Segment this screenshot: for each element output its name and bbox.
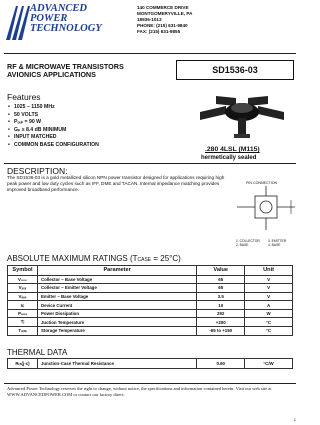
table-row bbox=[8, 359, 293, 369]
symbol-cell: Tⱼ bbox=[8, 318, 38, 327]
symbol-cell: Rₜₕ(j-c) bbox=[8, 359, 38, 369]
feature-item: • INPUT MATCHED bbox=[14, 134, 99, 142]
brand-line-2: POWER bbox=[30, 13, 68, 24]
table-header-row bbox=[8, 266, 293, 276]
page-number: 1 bbox=[293, 417, 296, 422]
unit-cell: °C bbox=[245, 327, 293, 336]
abs-max-heading-text: ABSOLUTE MAXIMUM RATINGS (T bbox=[7, 254, 138, 263]
parameter-cell: Collector – Base Voltage bbox=[37, 275, 196, 284]
features-list bbox=[14, 104, 99, 149]
parameter-cell: Junction-Case Thermal Resistance bbox=[37, 359, 196, 369]
feature-item: • 50 VOLTS bbox=[14, 112, 99, 120]
unit-cell: °C bbox=[245, 318, 293, 327]
column-header: Value bbox=[197, 266, 245, 276]
value-cell: 10 bbox=[197, 301, 245, 310]
table-row bbox=[8, 275, 293, 284]
pin-label: 3. EMITTER bbox=[268, 239, 287, 243]
pin-label: 4. BASE bbox=[268, 243, 281, 247]
table-row bbox=[8, 284, 293, 293]
feature-item: • Pₒᵤₜ = 90 W bbox=[14, 119, 99, 127]
footer-divider bbox=[4, 383, 296, 384]
parameter-cell: Emitter – Base Voltage bbox=[37, 292, 196, 301]
value-cell: +200 bbox=[197, 318, 245, 327]
unit-cell: V bbox=[245, 284, 293, 293]
column-header: Unit bbox=[245, 266, 293, 276]
parameter-cell: Storage Temperature bbox=[37, 327, 196, 336]
pin-labels-right bbox=[268, 239, 296, 247]
pin-labels-left bbox=[236, 239, 264, 247]
symbol-cell: Vₓₓₓ bbox=[8, 284, 38, 293]
value-cell: 292 bbox=[197, 309, 245, 318]
parameter-cell: Collector – Emitter Voltage bbox=[37, 284, 196, 293]
table-row bbox=[8, 327, 293, 336]
features-heading: Features bbox=[7, 92, 41, 102]
pin-connection-title: PIN CONNECTION bbox=[246, 181, 278, 185]
value-cell: 3.5 bbox=[197, 292, 245, 301]
address-line: 140 COMMERCE DRIVE bbox=[137, 5, 189, 10]
unit-cell: W bbox=[245, 309, 293, 318]
value-cell: 0.60 bbox=[197, 359, 245, 369]
parameter-cell: Power Dissipation bbox=[37, 309, 196, 318]
package-illustration bbox=[196, 84, 288, 144]
abs-max-heading-sub: CASE bbox=[137, 257, 152, 263]
parameter-cell: Juction Temperature bbox=[37, 318, 196, 327]
symbol-cell: P₉₉₉ bbox=[8, 309, 38, 318]
footer-notice: Advanced Power Technology reserves the right to change, without notice, the specifications and information contained herein. Visit our web site at WWW.ADVANCEDPOWER.COM or contact our factory direct. bbox=[7, 386, 272, 397]
unit-cell: A bbox=[245, 301, 293, 310]
pin-label: 2. BASE bbox=[236, 243, 249, 247]
package-name bbox=[205, 146, 260, 153]
brand-line-1: ADVANCED bbox=[30, 3, 87, 14]
unit-cell: V bbox=[245, 292, 293, 301]
title-line-1: RF & MICROWAVE TRANSISTORS bbox=[7, 62, 124, 71]
unit-cell: V bbox=[245, 275, 293, 284]
address-line: PHONE: (215) 631-9840 bbox=[137, 22, 188, 28]
pin-label: 1. COLLECTOR bbox=[236, 239, 260, 243]
apt-logo-icon bbox=[4, 4, 30, 42]
package-seal: hermetically sealed bbox=[201, 155, 257, 161]
address-line: FAX: (215) 631-9855 bbox=[137, 28, 181, 34]
company-address bbox=[137, 5, 297, 35]
part-number-box: SD1536-03 bbox=[176, 60, 294, 80]
feature-item: • 1025 – 1150 MHz bbox=[14, 104, 99, 112]
value-cell: 65 bbox=[197, 284, 245, 293]
abs-max-heading-tail: = 25°C) bbox=[151, 254, 181, 263]
value-cell: -65 to +150 bbox=[197, 327, 245, 336]
address-line: MONTGOMERYVILLE, PA bbox=[137, 10, 193, 16]
unit-cell: °C/W bbox=[245, 359, 293, 369]
abs-max-table bbox=[7, 265, 293, 336]
table-row bbox=[8, 292, 293, 301]
column-header: Symbol bbox=[8, 266, 38, 276]
section-divider bbox=[4, 163, 296, 164]
description-text: The SD1536-03 is a gold metallized silicon NPN power transistor designed for applications requiring high peak power and low duty cycles such as IFF, DME and TACAN. Internal impedance matching provides improved broadband performance. bbox=[7, 175, 225, 192]
title-line-2: AVIONICS APPLICATIONS bbox=[7, 70, 96, 80]
description-heading: DESCRIPTION: bbox=[7, 166, 68, 176]
header-divider bbox=[4, 53, 296, 54]
table-row bbox=[8, 309, 293, 318]
thermal-table bbox=[7, 358, 293, 369]
brand-line-3: TECHNOLOGY bbox=[30, 23, 102, 34]
parameter-cell: Device Current bbox=[37, 301, 196, 310]
table-row bbox=[8, 318, 293, 327]
pin-connection-diagram bbox=[235, 186, 297, 246]
table-row bbox=[8, 301, 293, 310]
brand-name bbox=[30, 4, 114, 34]
product-category-title bbox=[7, 63, 177, 80]
symbol-cell: Iᴄ bbox=[8, 301, 38, 310]
feature-item: • Gₚ ≥ 8.4 dB MINIMUM bbox=[14, 127, 99, 135]
package-name-text: .280 4LSL (M115) bbox=[205, 146, 260, 153]
column-header: Parameter bbox=[37, 266, 196, 276]
address-line: 18936-1013 bbox=[137, 16, 162, 22]
feature-item: • COMMON BASE CONFIGURATION bbox=[14, 142, 99, 150]
abs-max-heading bbox=[7, 254, 181, 263]
symbol-cell: Tₛₜₘ bbox=[8, 327, 38, 336]
thermal-heading: THERMAL DATA bbox=[7, 348, 68, 357]
symbol-cell: Vₑₑₑ bbox=[8, 292, 38, 301]
symbol-cell: V₀₀₀ bbox=[8, 275, 38, 284]
value-cell: 65 bbox=[197, 275, 245, 284]
